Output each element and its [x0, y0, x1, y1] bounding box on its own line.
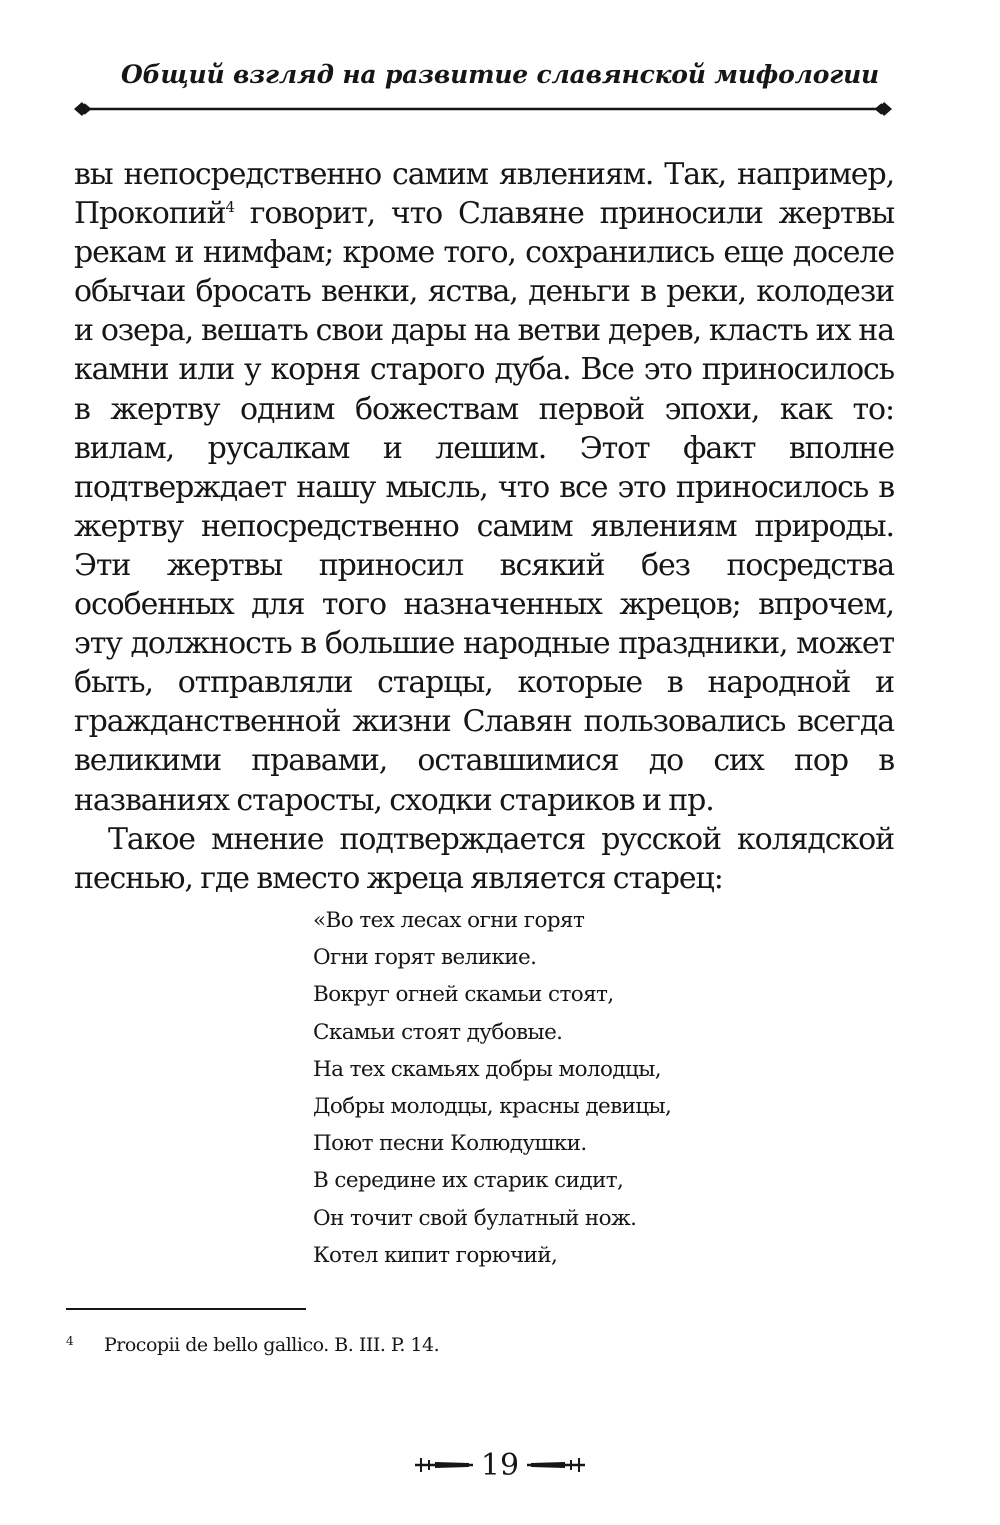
poem-line: В середине их старик сидит, [313, 1168, 624, 1194]
poem-line: Скамьи стоят дубовые. [313, 1019, 563, 1045]
poem-line: Огни горят великие. [313, 945, 537, 971]
poem-line: «Во тех лесах огни горят [313, 908, 585, 933]
poem-line: Он точит свой булатный нож. [313, 1205, 637, 1231]
footnote-text: Procopii de bello gallico. B. III. P. 14. [104, 1334, 440, 1356]
poem-line: Поют песни Колюдушки. [313, 1131, 587, 1157]
poem-line: Котел кипит горючий, [313, 1242, 558, 1268]
header-ornament-rule [72, 96, 894, 122]
right-ornament-icon [525, 1455, 589, 1475]
poem-line: Добры молодцы, красны девицы, [313, 1094, 672, 1120]
paragraph-text: вы непосредственно самим явлениям. Так, например, Прокопий [74, 157, 894, 232]
running-header: Общий взгляд на развитие славянской мифологии [120, 60, 880, 89]
main-text [74, 155, 894, 898]
left-ornament-icon [411, 1455, 475, 1475]
paragraph-text: говорит, что Славяне приносили жертвы рекам и нимфам; кроме того, сохранились еще доселе обычаи бросать венки, яства, деньги в реки, колодези и озера, вешать свои дары на ветви дерев, класть их на камни или у корня старого дуба. Все это приносилось в жертву одним божествам первой эпохи, как то: вилам, русалкам и лешим. Этот факт вполне подтверждает нашу мысль, что все это приносилось в жертву непосредственно самим явлениям природы. Эти жертвы приносил всякий без посредства особенных для того назначенных жрецов; впрочем, эту должность в большие народные праздники, может быть, отправляли старцы, которые в народной и гражданственной жизни Славян пользовались всегда великими правами, оставшимися до сих пор в названиях старосты, сходки стариков и пр. [74, 196, 894, 818]
footnote-marker: 4 [66, 1334, 74, 1348]
page-number: 19 [480, 1447, 520, 1483]
footnote-divider [66, 1308, 306, 1310]
poem-line: Вокруг огней скамьи стоят, [313, 982, 614, 1008]
poem-quote [313, 902, 813, 1274]
page-number-block [0, 1446, 1000, 1483]
footnote-reference[interactable]: 4 [225, 198, 234, 217]
paragraph: Такое мнение подтверждается русской колядской песнью, где вместо жреца является старец: [74, 821, 894, 896]
paragraph [74, 155, 894, 820]
footnote [66, 1334, 886, 1356]
poem-line: На тех скамьях добры молодцы, [313, 1056, 661, 1082]
